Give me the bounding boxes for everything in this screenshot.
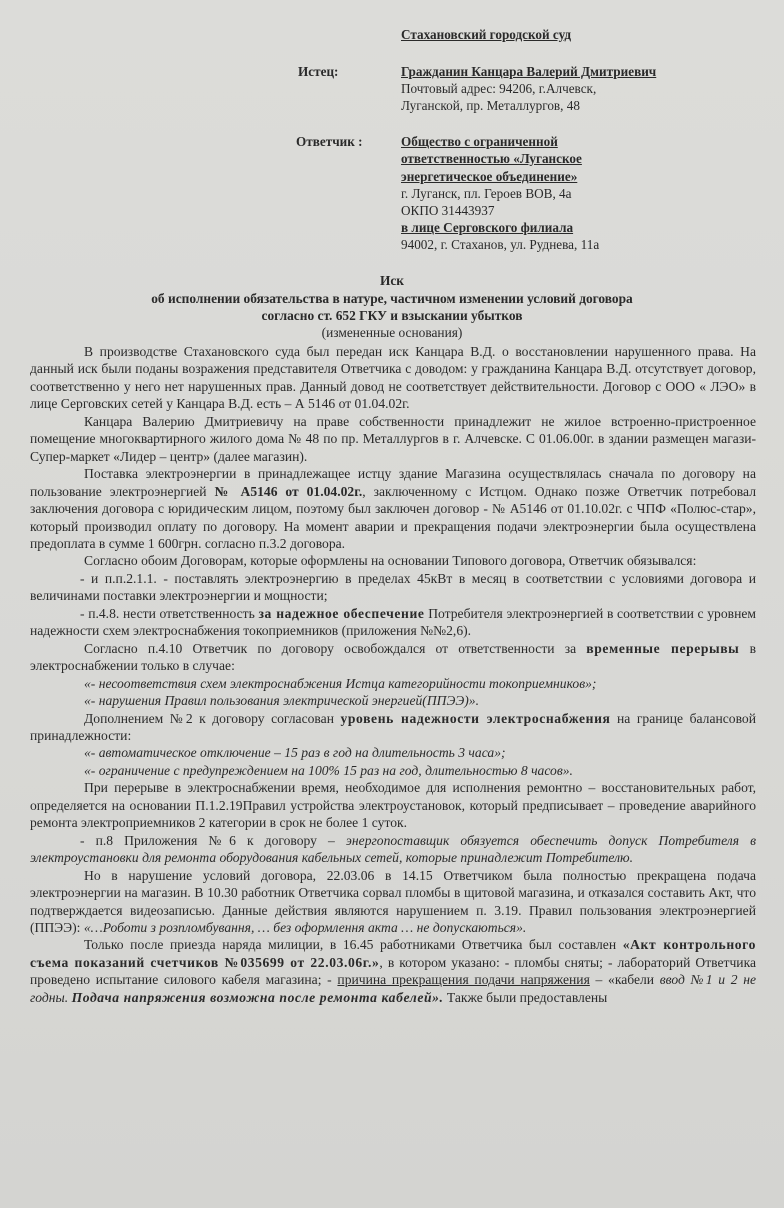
obligation-item-1: - и п.п.2.1.1. - поставлять электроэнергию в пределах 45кВт в месяц в соответствии с условиями договора и величинами поставки электроэнергии и мощности; [30, 570, 756, 604]
defendant-okpo: ОКПО 31443937 [401, 203, 495, 218]
exception-item-2: «- нарушения Правил пользования электрической энергией(ППЭЭ)». [84, 693, 479, 709]
paragraph-4: Согласно обоим Договорам, которые оформлены на основании Типового договора, Ответчик обязывался: [84, 553, 697, 569]
plaintiff-label: Истец: [298, 64, 339, 79]
paragraph-15-quote: «…Роботи з розпломбування, … без оформлення акта … не допускаються». [83, 919, 527, 935]
paragraph-14-quote: энергопоставщик обязуется обеспечить допуск Потребителя в электроустановки для ремонта оборудования кабельных сетей, которые принадлежит Потребителю. [30, 832, 756, 866]
paragraph-13: При перерыве в электроснабжении время, необходимое для исполнения ремонтно – восстановительных работ, определяется на основании П.1.2.19Правил устройства электроустановок, который предписывает – проведение аварийного ремонта электроприемников 2 категории в срок не более 1 суток. [30, 780, 756, 831]
contract-number: № А5146 от 01.04.02г. [214, 483, 363, 499]
paragraph-10-text-cont: на границе балансовой принадлежности: [30, 710, 756, 743]
reliability-level-emphasis: уровень надежности электроснабжения [340, 710, 611, 726]
paragraph-1: В производстве Стахановского суда был передан иск Канцара В.Д. о восстановлении нарушенного права. На данный иск были поданы возражения представителя Ответчика с доводом: у гражданина Канцара В.Д. отсутствует договор, соответственно у него нет нарушенных прав. Данный довод не соответствует действительности. Договор с ООО « ЛЭО» в лице Серговских сетей у Канцара В.Д. есть – А 5146 от 01.04.02г. [30, 344, 756, 412]
defendant-branch-address: 94002, г. Стаханов, ул. Руднева, 11а [401, 237, 600, 252]
defendant-name-line1: Общество с ограниченной [401, 134, 558, 149]
repair-condition: Подача напряжения возможна после ремонта кабелей». [71, 989, 444, 1005]
paragraph-15 [30, 867, 756, 937]
obligation-item-2-text-cont: Потребителя электроэнергией в соответствии с уровнем надежности схем электроснабжения токоприемников (приложения №№2,6). [30, 605, 756, 639]
defendant-branch: в лице Серговского филиала [401, 220, 574, 235]
paragraph-2: Канцара Валерию Дмитриевичу на праве собственности принадлежит не жилое встроенно-пристроенное помещение многоквартирного жилого дома № 48 по пр. Металлургов в г. Алчевске. С 01.06.00г. в здании размещен магази-Супер-маркет «Лидер – центр» (далее магазин). [30, 413, 756, 464]
cable-status: ввод №1 и 2 не годны. [30, 972, 756, 1005]
paragraph-16-text: Только после приезда наряда милиции, в 16.45 работниками Ответчика был составлен [84, 937, 623, 953]
paragraph-3-text-cont: , заключенному с Истцом. Однако позже Ответчик потребовал заключения договора с юридическим лицом, поэтому был заключен договор - № А5146 от 01.10.02г. с ЧПФ «Полюс-стар», который производил оплату по договору. На момент аварии и прекращения подачи электроэнергии была осуществлена предоплата в сумме 1 600грн. согласно п.3.2 договора. [30, 483, 756, 551]
court-name: Стахановский городской суд [401, 27, 572, 42]
obligation-item-2 [30, 605, 756, 640]
claim-body [30, 343, 756, 1006]
paragraph-10-text: Дополнением №2 к договору согласован [84, 710, 341, 726]
claim-subtitle-line1: об исполнении обязательства в натуре, частичном изменении условий договора [151, 291, 633, 306]
paragraph-3 [30, 465, 756, 552]
paragraph-15-text: Но в нарушение условий договора, 22.03.06 в 14.15 Ответчиком была полностью прекращена подача электроэнергии на магазин. В 10.30 работник Ответчика сорвал пломбы в щитовой магазина, и отказался составить Акт, что подтверждается видеозаписью. Данные действия являются нарушением п. 3.19. Правил пользования электроэнергией (ППЭЭ): [30, 867, 756, 935]
obligation-item-2-text: - п.4.8. нести ответственность [80, 605, 259, 621]
paragraph-7-text: Согласно п.4.10 Ответчик по договору освобождался от ответственности за [84, 640, 587, 656]
exception-item-1: «- несоответствия схем электроснабжения Истца категорийности токоприемников»; [84, 675, 597, 691]
plaintiff-address-line2: Луганской, пр. Металлургов, 48 [401, 98, 580, 113]
paragraph-14 [30, 832, 756, 867]
paragraph-14-text: - п.8 Приложения №6 к договору – [80, 832, 346, 848]
temporary-breaks-emphasis: временные перерывы [586, 640, 740, 656]
reliability-item-1: «- автоматическое отключение – 15 раз в год на длительность 3 часа»; [84, 745, 506, 761]
reliability-item-2: «- ограничение с предупреждением на 100% 15 раз на год, длительностью 8 часов». [84, 762, 573, 778]
paragraph-7-text-cont: в электроснабжении только в случае: [30, 640, 756, 674]
act-title: «Акт контрольного съема показаний счетчиков №035699 от 22.03.06г.» [30, 937, 756, 970]
defendant-name-line2: ответственностью «Луганское [401, 151, 582, 166]
defendant-label: Ответчик : [296, 134, 363, 149]
paragraph-16-dash: – «кабели [589, 972, 660, 988]
claim-subtitle-note: (измененные основания) [321, 325, 463, 340]
paragraph-10 [30, 710, 756, 745]
reliable-supply-emphasis: за надежное обеспечение [258, 605, 425, 621]
paragraph-7 [30, 640, 756, 675]
defendant-address: г. Луганск, пл. Героев ВОВ, 4а [401, 186, 572, 201]
paragraph-3-text: Поставка электроэнергии в принадлежащее истцу здание Магазина осуществлялась сначала по договору на пользование электроэнергией [30, 466, 756, 499]
plaintiff-address-line1: Почтовый адрес: 94206, г.Алчевск, [401, 81, 597, 96]
claim-title: Иск [379, 273, 405, 288]
claim-subtitle-line2: согласно ст. 652 ГКУ и взыскании убытков [261, 308, 523, 323]
paragraph-16-tail: Также были предоставлены [443, 989, 608, 1005]
paragraph-16-text-cont: , в котором указано: - пломбы сняты; - лабораторий Ответчика проведено испытание силового кабеля магазина; - [30, 954, 757, 988]
paragraph-16 [30, 936, 756, 1006]
stop-reason: причина прекращения подачи напряжения [337, 972, 590, 988]
plaintiff-name: Гражданин Канцара Валерий Дмитриевич [401, 64, 657, 79]
defendant-name-line3: энергетическое объединение» [401, 169, 578, 184]
